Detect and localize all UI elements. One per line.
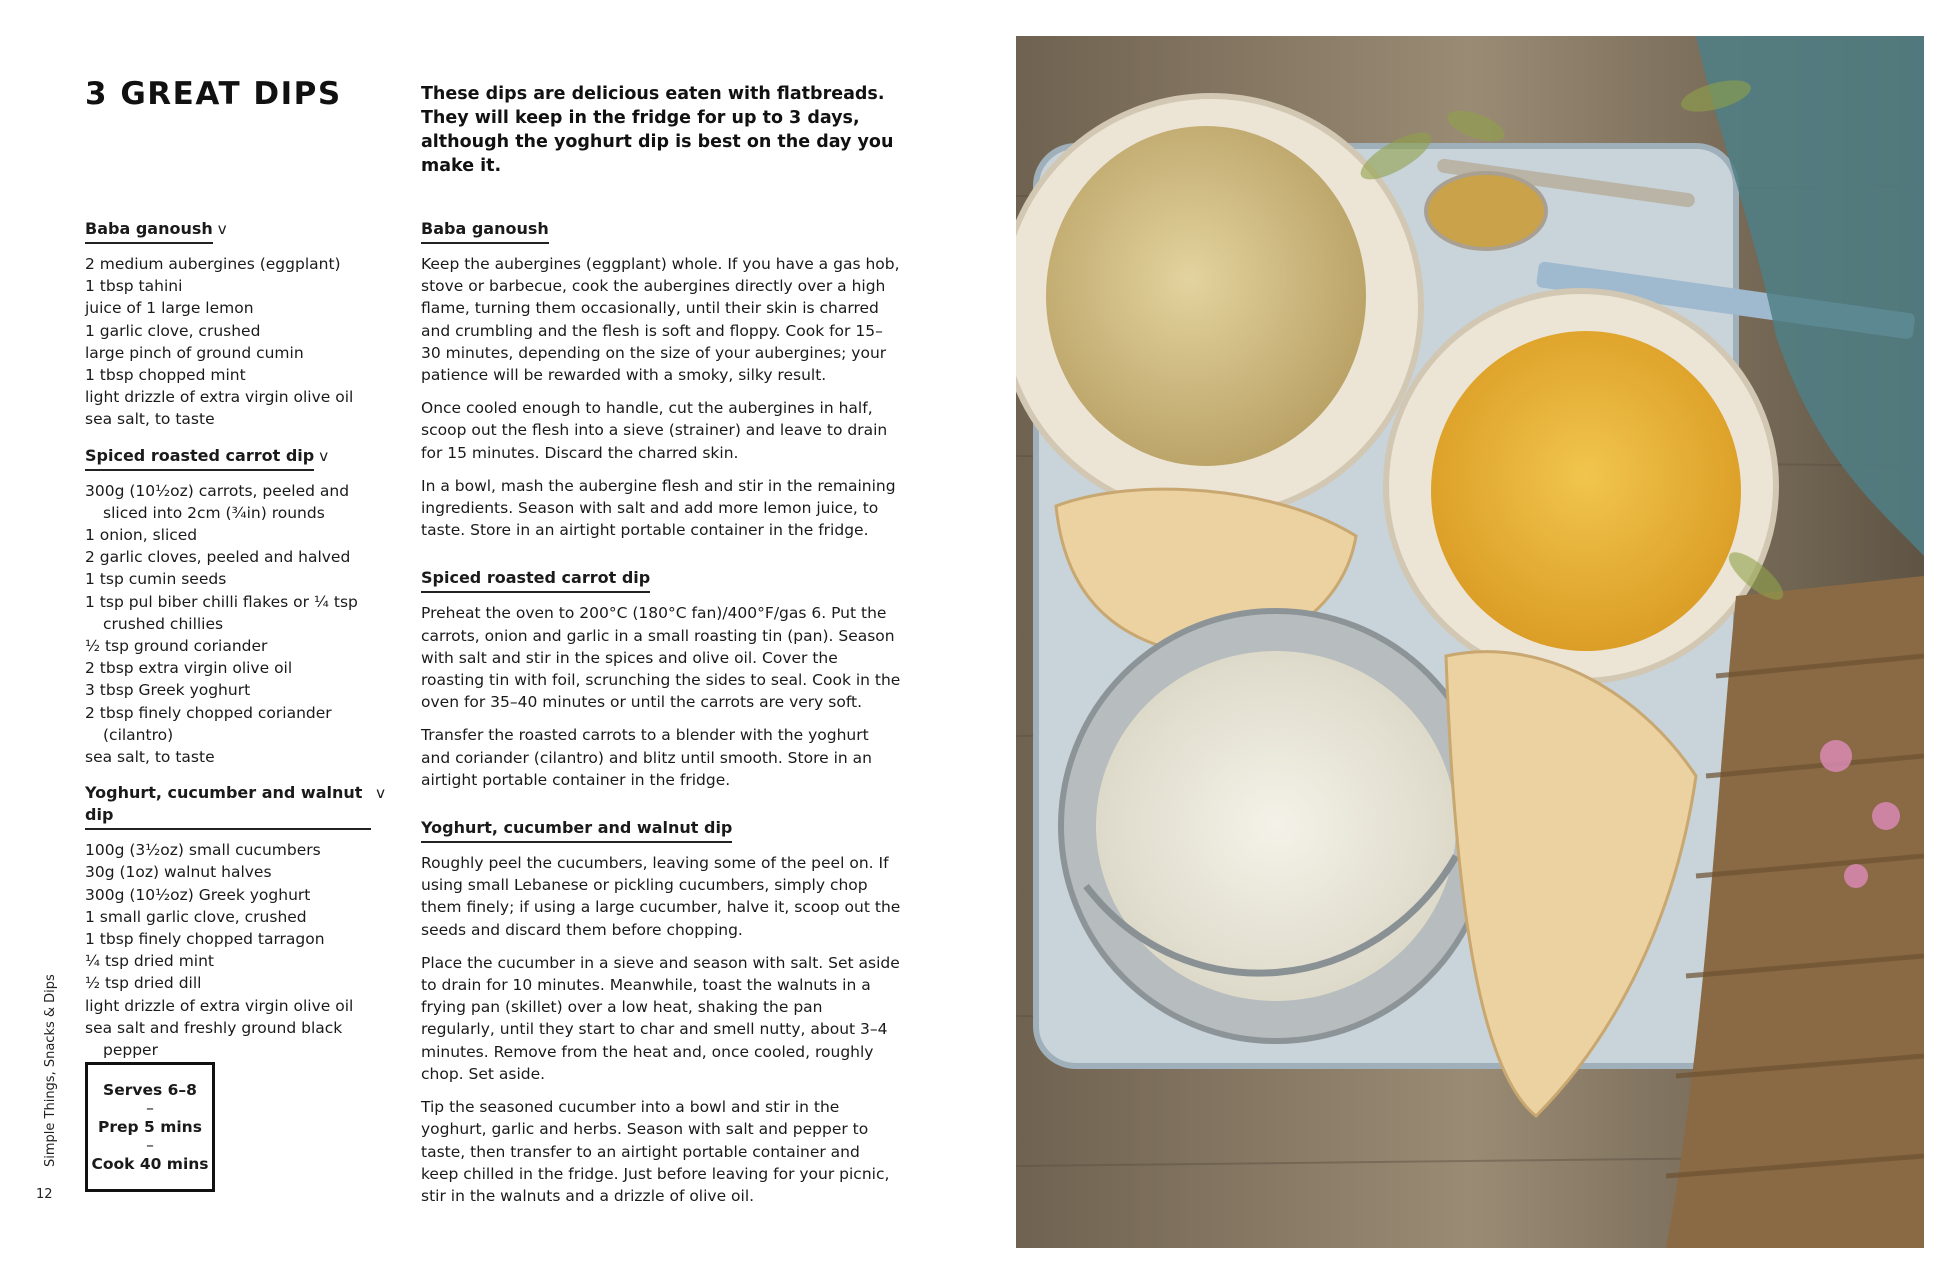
dips-photo — [1016, 36, 1924, 1248]
intro-text: These dips are delicious eaten with flatbreads. They will keep in the fridge for up to 3 days, although the yoghurt dip is best on the day you make it. — [421, 84, 894, 176]
page-title: 3 GREAT DIPS — [85, 76, 342, 112]
section-label: Simple Things, Snacks & Dips — [43, 974, 58, 1167]
ingredients-column — [85, 218, 385, 1075]
ingredient-item: 1 onion, sliced — [85, 526, 198, 545]
ingredients-heading-text: Spiced roasted carrot dip — [85, 445, 314, 471]
method-paragraph: Roughly peel the cucumbers, leaving some of the peel on. If using small Lebanese or pickling cucumbers, simply chop them finely; if using a large cucumber, halve it, scoop out the seeds and discard them before chopping. — [421, 854, 901, 939]
ingredient-item: sea salt, to taste — [85, 410, 215, 429]
yoghurt-dip — [1096, 651, 1456, 1001]
vegetarian-tag: v — [217, 220, 227, 238]
ingredients-list-yoghurt — [85, 839, 385, 1061]
method-paragraph: Transfer the roasted carrots to a blender with the yoghurt and coriander (cilantro) and blitz until smooth. Store in an airtight portable container in the fridge. — [421, 726, 872, 789]
baba-ganoush-dip — [1046, 126, 1366, 466]
ingredient-item: 3 tbsp Greek yoghurt — [85, 681, 251, 700]
serves-box — [85, 1062, 215, 1192]
ingredient-item: sea salt and freshly ground black pepper — [85, 1018, 343, 1060]
prep-time: Prep 5 mins — [98, 1117, 202, 1136]
cook-time: Cook 40 mins — [91, 1154, 209, 1173]
method-heading-carrot — [421, 567, 901, 593]
ingredient-item: 2 garlic cloves, peeled and halved — [85, 548, 351, 567]
method-paragraph: Once cooled enough to handle, cut the aubergines in half, scoop out the flesh into a sieve (strainer) and leave to drain for 15 minutes. Discard the charred skin. — [421, 399, 888, 462]
ingredient-item: 2 tbsp extra virgin olive oil — [85, 659, 293, 678]
page-number: 12 — [36, 1187, 53, 1202]
ingredient-item: 1 tbsp finely chopped tarragon — [85, 930, 325, 949]
serves-count: Serves 6–8 — [103, 1080, 197, 1099]
ingredient-item: 30g (1oz) walnut halves — [85, 863, 272, 882]
ingredients-heading-baba — [85, 218, 385, 244]
ingredients-list-baba — [85, 253, 385, 431]
ingredient-item: sea salt, to taste — [85, 748, 215, 767]
ingredient-item: 100g (3½oz) small cucumbers — [85, 841, 321, 860]
ingredient-item: ½ tsp dried dill — [85, 974, 202, 993]
ingredients-heading-text: Yoghurt, cucumber and walnut dip — [85, 782, 371, 830]
ingredient-item: light drizzle of extra virgin olive oil — [85, 996, 354, 1015]
method-heading-yoghurt — [421, 817, 901, 843]
ingredient-item: juice of 1 large lemon — [85, 299, 254, 318]
method-paragraph: In a bowl, mash the aubergine flesh and stir in the remaining ingredients. Season with salt and add more lemon juice, to taste. Store in an airtight portable container in the fridge. — [421, 476, 896, 540]
carrot-dip — [1431, 331, 1741, 651]
ingredient-item: 300g (10½oz) carrots, peeled and sliced into 2cm (¾in) rounds — [85, 481, 350, 522]
serves-divider: – — [146, 1136, 154, 1155]
method-heading-text: Baba ganoush — [421, 218, 549, 244]
ingredient-item: 1 tsp cumin seeds — [85, 570, 227, 589]
ingredient-item: large pinch of ground cumin — [85, 343, 304, 362]
method-heading-text: Spiced roasted carrot dip — [421, 567, 650, 593]
ingredients-list-carrot — [85, 480, 385, 769]
ingredient-item: 1 garlic clove, crushed — [85, 321, 261, 340]
ingredient-item: light drizzle of extra virgin olive oil — [85, 388, 354, 407]
method-paragraph: Keep the aubergines (eggplant) whole. If you have a gas hob, stove or barbecue, cook the aubergines directly over a high flame, turning them occasionally, until their skin is charred and crumbling and the flesh is soft and floppy. Cook for 15–30 minutes, depending on the size of your aubergines; your patience will be rewarded with a smoky, silky result. — [421, 255, 900, 385]
ingredient-item: 1 tbsp tahini — [85, 277, 183, 296]
ingredient-item: 1 tbsp chopped mint — [85, 366, 246, 385]
method-paragraph: Place the cucumber in a sieve and season with salt. Set aside to drain for 10 minutes. Meanwhile, toast the walnuts in a frying pan (skillet) over a low heat, shaking the pan regularly, until they start to char and smell nutty, about 3–4 minutes. Remove from the heat and, once cooled, roughly chop. Set aside. — [421, 953, 900, 1083]
vegetarian-tag: v — [319, 446, 329, 465]
method-heading-baba — [421, 218, 901, 244]
ingredient-item: ¼ tsp dried mint — [85, 952, 214, 971]
ingredients-heading-carrot — [85, 445, 385, 471]
ingredient-item: 1 tsp pul biber chilli flakes or ¼ tsp crushed chillies — [85, 592, 358, 633]
dips-photo-illustration — [1016, 36, 1924, 1248]
ingredient-item: 1 small garlic clove, crushed — [85, 907, 307, 926]
ingredients-heading-text: Baba ganoush — [85, 218, 213, 244]
ingredient-item: ½ tsp ground coriander — [85, 637, 268, 656]
method-column — [421, 218, 901, 1218]
vegetarian-tag: v — [376, 784, 385, 803]
method-paragraph: Tip the seasoned cucumber into a bowl and stir in the yoghurt, garlic and herbs. Season with salt and pepper to taste, then transfer to an airtight portable container and keep chilled in the fridge. Just before leaving for your picnic, stir in the walnuts and a drizzle of olive oil. — [421, 1098, 890, 1205]
ingredient-item: 300g (10½oz) Greek yoghurt — [85, 885, 311, 904]
ingredient-item: 2 medium aubergines (eggplant) — [85, 255, 341, 273]
method-heading-text: Yoghurt, cucumber and walnut dip — [421, 817, 732, 843]
spoon — [1426, 173, 1546, 249]
ingredient-item: 2 tbsp finely chopped coriander (cilantro) — [85, 703, 332, 744]
serves-divider: – — [146, 1099, 154, 1118]
method-paragraph: Preheat the oven to 200°C (180°C fan)/400°F/gas 6. Put the carrots, onion and garlic in a small roasting tin (pan). Season with salt and stir in the spices and olive oil. Cover the roasting tin with foil, scrunching the sides to seal. Cook in the oven for 35–40 minutes or until the carrots are very soft. — [421, 604, 901, 712]
ingredients-heading-yoghurt — [85, 782, 385, 830]
